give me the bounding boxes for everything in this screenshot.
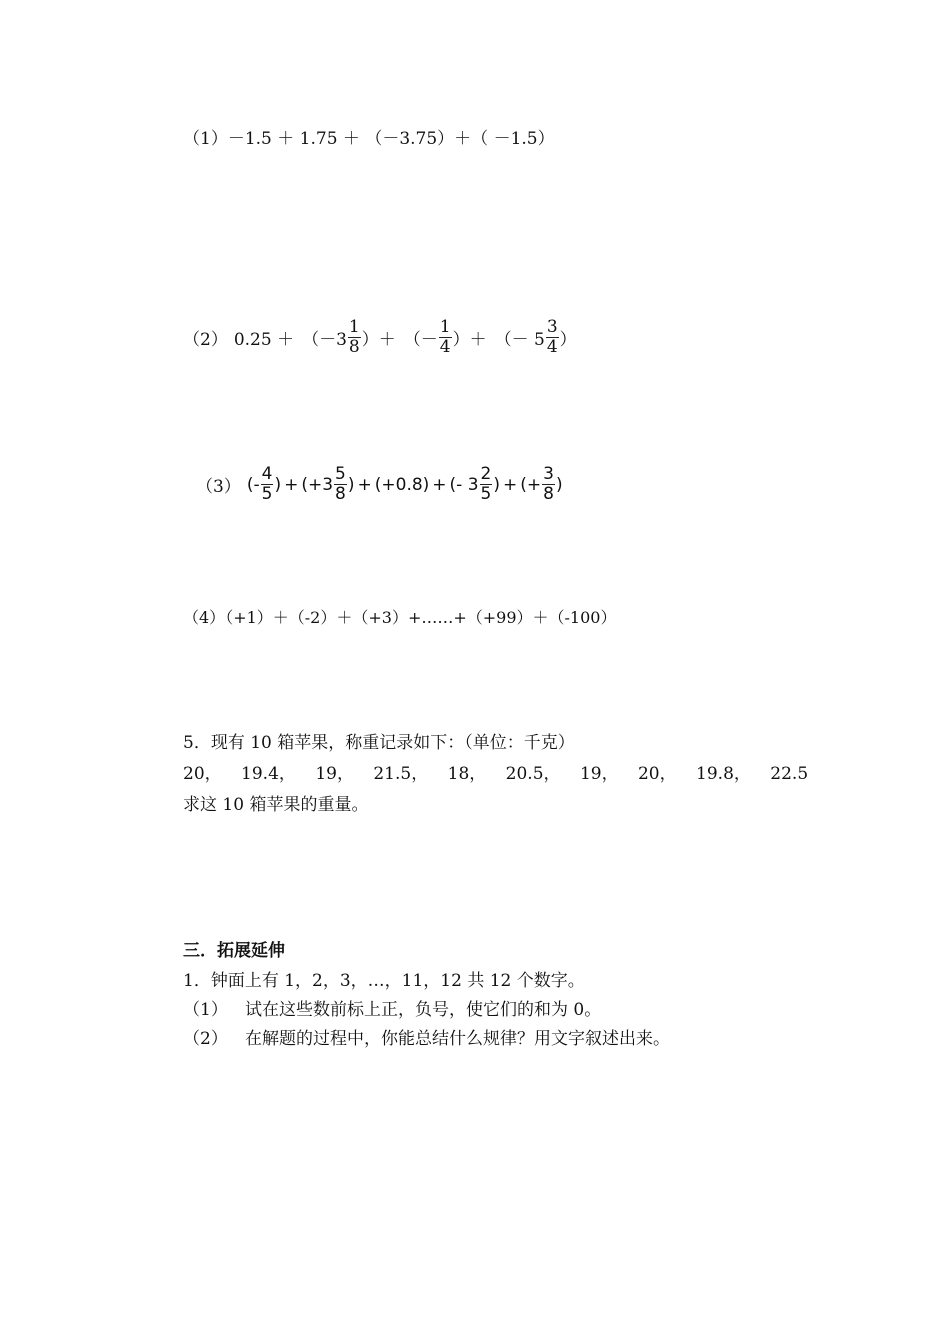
term-a-close: ): [274, 474, 282, 495]
fraction-3-8: $\frac{3}{8}$: [543, 464, 554, 504]
term-c: (+0.8): [374, 474, 430, 495]
weight-value: 20，: [637, 764, 677, 784]
weight-value: 19，: [579, 764, 619, 784]
sub-question-2-text: 在解题的过程中，你能总结什么规律？用文字叙述出来。: [245, 1029, 670, 1049]
plus-sign: +: [432, 474, 447, 495]
sub-question-1: [183, 995, 601, 1020]
term-e-open: (+: [520, 474, 542, 495]
term-4-open: （－ 5: [494, 330, 545, 350]
weight-value: 18，: [447, 764, 487, 784]
term-4-close: ）: [559, 330, 577, 350]
sub-question-1-text: 试在这些数前标上正，负号，使它们的和为 0。: [245, 1000, 602, 1020]
weight-value: 21.5，: [373, 764, 429, 784]
plus-sign: +: [503, 474, 518, 495]
expression-1: [183, 124, 555, 149]
expression-4: [183, 605, 616, 628]
term-b-open: (+3: [301, 474, 334, 495]
expression-1-label: （1）: [183, 129, 228, 149]
weight-value: 22.5: [770, 764, 809, 784]
fraction-2-5: $\frac{2}{5}$: [480, 464, 492, 504]
section-heading: 三．拓展延伸: [183, 941, 285, 961]
fraction-4-5: $\frac{4}{5}$: [261, 464, 273, 504]
term-2-close: ）＋: [361, 330, 396, 350]
fraction-1-4: $\frac{1}{4}$: [439, 317, 451, 357]
term-e-close: ): [555, 474, 563, 495]
sub-question-1-label: （1）: [183, 1000, 228, 1020]
expression-3-label: （3）: [196, 477, 241, 497]
weight-value: 19，: [315, 764, 354, 784]
term-1: 0.25 ＋: [233, 330, 295, 350]
term-3-open: （－: [403, 330, 438, 350]
expression-2: [183, 318, 577, 357]
expression-4-label: （4）: [183, 608, 226, 627]
sub-question-2: [183, 1024, 670, 1049]
section-question-1: 1．钟面上有 1，2，3，…，11，12 共 12 个数字。: [183, 971, 585, 991]
plus-sign: +: [284, 474, 299, 495]
expression-2-label: （2）: [183, 330, 228, 350]
term-d-close: ): [493, 474, 501, 495]
weight-value: 19.4，: [241, 764, 296, 784]
fraction-3-4: $\frac{3}{4}$: [546, 317, 558, 357]
expression-3: [196, 465, 563, 504]
expression-4-text: （+1）＋（-2）＋（+3）+……+（+99）＋（-100）: [225, 608, 617, 627]
weight-value: 20.5，: [505, 764, 561, 784]
problem-5-title: 5．现有 10 箱苹果，称重记录如下：（单位：千克）: [183, 733, 575, 753]
problem-5-question: 求这 10 箱苹果的重量。: [183, 795, 369, 815]
fraction-5-8: $\frac{5}{8}$: [335, 464, 346, 504]
term-d-open: (- 3: [449, 474, 479, 495]
expression-1-text: －1.5 ＋ 1.75 ＋ （－3.75）＋（ －1.5）: [227, 129, 555, 149]
plus-sign: +: [357, 474, 372, 495]
term-3-close: ）＋: [452, 330, 487, 350]
fraction-1-8: $\frac{1}{8}$: [348, 317, 360, 357]
sub-question-2-label: （2）: [183, 1029, 228, 1049]
term-a-open: (-: [246, 474, 260, 495]
term-b-close: ): [347, 474, 355, 495]
weight-value: 20，: [183, 764, 222, 784]
term-2-open: （－3: [302, 330, 347, 350]
weight-value: 19.8，: [696, 764, 751, 784]
weights-list: [183, 759, 822, 784]
